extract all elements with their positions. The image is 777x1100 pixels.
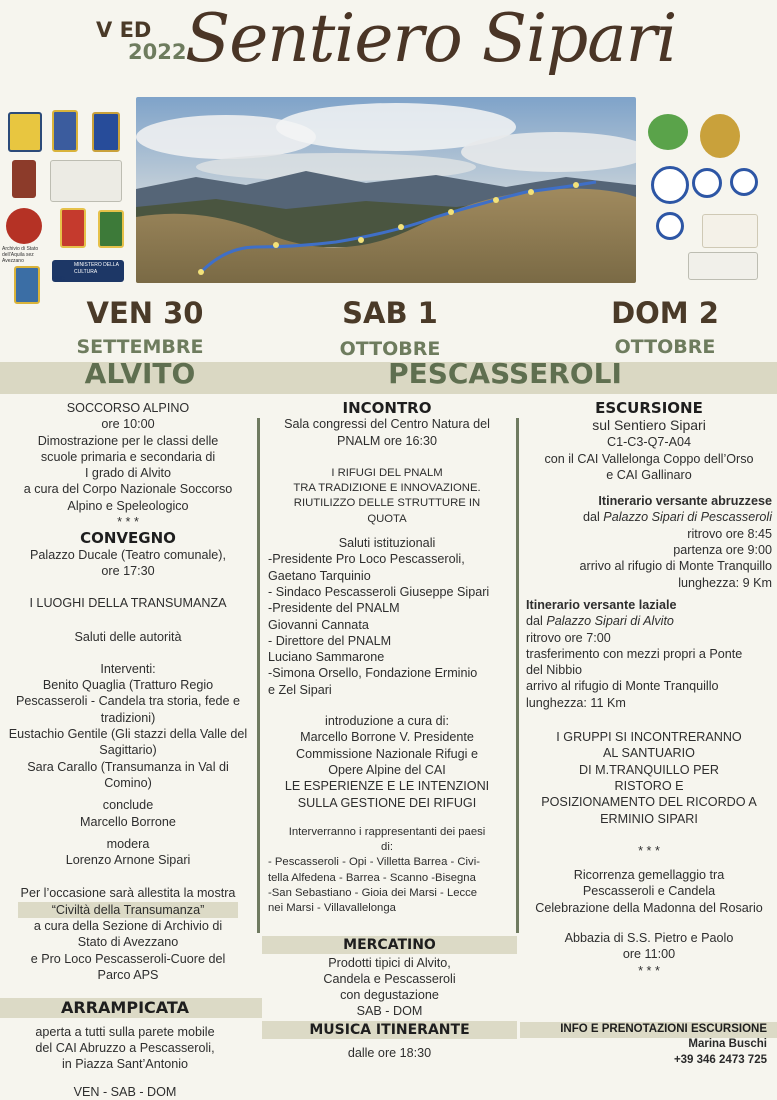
text-line: Prodotti tipici di Alvito, [328, 956, 451, 970]
crest-icon [14, 266, 40, 304]
text-line: Palazzo Ducale (Teatro comunale), [30, 547, 226, 562]
text-line: ERMINIO SIPARI [600, 811, 698, 826]
text-line: Benito Quaglia (Tratturo Regio [42, 678, 214, 693]
text-line: Commissione Nazionale Rifugi e [296, 746, 478, 761]
text-line: arrivo al rifugio di Monte Tranquillo [579, 559, 772, 574]
text-line: Comino) [104, 775, 152, 790]
text-line: ritrovo ore 7:00 [526, 630, 611, 645]
column-incontro [262, 400, 512, 917]
text-line: Saluti delle autorità [74, 629, 182, 644]
text-line: C1-C3-Q7-A04 [607, 435, 691, 450]
text-line: Pescasseroli e Candela [582, 884, 716, 899]
text-line: e CAI Gallinaro [606, 467, 692, 482]
month-1: SETTEMBRE [76, 336, 204, 358]
incontro-heading: INCONTRO [342, 399, 432, 417]
column-divider [516, 418, 519, 933]
ministry-label: MINISTERO DELLA CULTURA [74, 262, 119, 275]
text-line: I GRUPPI SI INCONTRERANNO [556, 730, 742, 745]
day-2: SAB 1 [342, 296, 438, 330]
musica-heading: MUSICA ITINERANTE [309, 1022, 470, 1038]
edition-label: V ED [96, 18, 152, 42]
column-alvito [2, 400, 254, 983]
cai-logo [730, 168, 758, 196]
text-line: Dimostrazione per le classi delle [37, 433, 219, 448]
day-3: DOM 2 [611, 296, 719, 330]
text-line: Parco APS [97, 967, 159, 982]
text-line: trasferimento con mezzi propri a Ponte [526, 646, 743, 661]
text-line: ritrovo ore 8:45 [687, 526, 772, 541]
separator: * * * [638, 963, 660, 978]
text-line: ore 10:00 [101, 417, 155, 432]
text-line: Alpino e Speleologico [67, 498, 189, 513]
musica-time: dalle ore 18:30 [347, 1046, 432, 1060]
text-line: e Zel Sipari [268, 682, 332, 697]
itinerary-heading: Itinerario versante abruzzese [598, 494, 772, 509]
crest-icon [700, 114, 740, 158]
arrampicata-heading: ARRAMPICATA [61, 998, 189, 1017]
separator: * * * [117, 515, 139, 530]
text-line: modera [106, 836, 150, 851]
text-line: Abbazia di S.S. Pietro e Paolo [564, 931, 734, 946]
mercatino-heading: MERCATINO [343, 937, 436, 953]
cai-logo [656, 212, 684, 240]
month-2: OTTOBRE [339, 338, 441, 360]
cai-logo [651, 166, 689, 204]
eagle-icon [6, 208, 42, 244]
palace-sketch [688, 252, 758, 280]
month-3: OTTOBRE [614, 336, 716, 358]
text-line: PNALM ore 16:30 [336, 433, 438, 448]
text-line [526, 613, 772, 629]
text-line: lunghezza: 9 Km [678, 575, 772, 590]
text-line: tradizioni) [100, 710, 156, 725]
text-line: Interverranno i rappresentanti dei paesi [288, 825, 486, 838]
text-line: -San Sebastiano - Gioia dei Marsi - Lecce [268, 887, 478, 900]
crest-icon [92, 112, 120, 152]
crest-icon [98, 210, 124, 248]
archive-label: Archivio di Stato dell'Aquila sez Avezzano [2, 246, 39, 264]
text-line: a cura del Corpo Nazionale Soccorso [23, 482, 233, 497]
text-line: a cura della Sezione di Archivio di [33, 919, 223, 934]
text-line: QUOTA [367, 512, 407, 525]
column-divider [257, 418, 260, 933]
arrampicata-details [0, 1024, 250, 1100]
text-line: nei Marsi - Villavallelonga [268, 902, 396, 915]
place-pescasseroli: PESCASSEROLI [388, 357, 622, 390]
text-line: in Piazza Sant’Antonio [61, 1057, 189, 1071]
separator: * * * [638, 843, 660, 858]
text-line: dal [526, 614, 543, 629]
text-line: - Direttore del PNALM [268, 633, 392, 648]
text-line: “Civiltà della Transumanza” [18, 902, 238, 918]
mercatino-details [262, 955, 517, 1019]
text-line: I grado di Alvito [84, 466, 172, 481]
text-line: SULLA GESTIONE DEI RIFUGI [297, 795, 477, 810]
text-line: Eustachio Gentile (Gli stazzi della Valle del [8, 727, 248, 742]
text-line: del Nibbio [526, 663, 583, 678]
building-icon [50, 160, 122, 202]
text-line: Palazzo Sipari di Pescasseroli [603, 510, 772, 525]
info-heading: INFO E PRENOTAZIONI ESCURSIONE [560, 1023, 767, 1035]
text-line: SOCCORSO ALPINO [66, 401, 190, 415]
text-line: aperta a tutti sulla parete mobile [35, 1025, 215, 1039]
text-line [526, 509, 772, 525]
mountain-landscape-image [136, 97, 636, 283]
text-line: introduzione a cura di: [325, 714, 449, 729]
text-line: Gaetano Tarquinio [268, 568, 371, 583]
text-line: e Pro Loco Pescasseroli-Cuore del [30, 951, 226, 966]
text-line: Interventi: [100, 661, 156, 676]
text-line: AL SANTUARIO [603, 746, 695, 761]
text-line: conclude [102, 798, 154, 813]
convegno-heading: CONVEGNO [80, 529, 176, 548]
text-line: VEN - SAB - DOM [73, 1085, 177, 1099]
text-line: ore 11:00 [622, 947, 676, 962]
day-1: VEN 30 [86, 296, 204, 330]
text-line: arrivo al rifugio di Monte Tranquillo [526, 679, 719, 694]
edition-year: 2022 [128, 40, 187, 64]
text-line: -Simona Orsello, Fondazione Erminio [268, 666, 478, 681]
text-line: Sagittario) [99, 743, 157, 758]
poster-title: Sentiero Sipari [185, 0, 677, 77]
text-line: tella Alfedena - Barrea - Scanno -Bisegna [268, 871, 476, 884]
text-line: I RIFUGI DEL PNALM [331, 466, 443, 479]
text-line: Ricorrenza gemellaggio tra [573, 868, 725, 883]
text-line: Lorenzo Arnone Sipari [65, 853, 191, 868]
column-escursione [526, 400, 772, 979]
text-line: RIUTILIZZO DELLE STRUTTURE IN [293, 497, 481, 510]
text-line: Stato di Avezzano [77, 935, 179, 950]
text-line: sul Sentiero Sipari [592, 417, 706, 434]
text-line: - Pescasseroli - Opi - Villetta Barrea - Civi- [268, 856, 480, 869]
escursione-heading: ESCURSIONE [595, 399, 703, 417]
text-line: Celebrazione della Madonna del Rosario [535, 900, 763, 915]
text-line: partenza ore 9:00 [673, 543, 772, 558]
text-line: Marcello Borrone [80, 814, 176, 829]
info-phone: +39 346 2473 725 [673, 1054, 767, 1066]
saint-icon [12, 160, 36, 198]
itinerary-heading: Itinerario versante laziale [526, 597, 677, 612]
text-line: Luciano Sammarone [268, 650, 385, 665]
parco-logo [8, 112, 42, 152]
text-line: Pescasseroli - Candela tra storia, fede e [15, 694, 240, 709]
mic-label: MiC [52, 276, 65, 283]
text-line: Marcello Borrone V. Presidente [300, 730, 474, 745]
cai-logo [692, 168, 722, 198]
tree-logo [648, 114, 688, 150]
text-line: Opere Alpine del CAI [328, 762, 446, 777]
text-line: di: [381, 841, 393, 854]
text-line: con il CAI Vallelonga Coppo dell’Orso [544, 451, 754, 466]
text-line: RISTORO E [614, 778, 684, 793]
text-line: Saluti istituzionali [338, 536, 436, 551]
crest-icon [52, 110, 78, 152]
text-line: Sara Carallo (Transumanza in Val di [27, 759, 229, 774]
text-line: del CAI Abruzzo a Pescasseroli, [35, 1041, 215, 1055]
place-alvito: ALVITO [84, 357, 196, 390]
crest-icon [60, 208, 86, 248]
text-line: - Sindaco Pescasseroli Giuseppe Sipari [268, 584, 490, 599]
text-line: TRA TRADIZIONE E INNOVAZIONE. [293, 482, 481, 495]
text-line: I LUOGHI DELLA TRANSUMANZA [29, 596, 227, 611]
text-line: -Presidente Pro Loco Pescasseroli, [268, 552, 465, 567]
text-line: con degustazione [340, 988, 439, 1002]
info-name: Marina Buschi [688, 1038, 767, 1050]
text-line: LE ESPERIENZE E LE INTENZIONI [284, 779, 490, 794]
horse-logo [702, 214, 758, 248]
text-line: dal [582, 510, 600, 525]
text-line: POSIZIONAMENTO DEL RICORDO A [541, 795, 757, 810]
text-line: lunghezza: 11 Km [526, 695, 626, 710]
text-line: SAB - DOM [356, 1004, 423, 1018]
text-line: Palazzo Sipari di Alvito [546, 614, 674, 629]
text-line: Candela e Pescasseroli [323, 972, 456, 986]
text-line: scuole primaria e secondaria di [40, 449, 216, 464]
text-line: ore 17:30 [101, 563, 155, 578]
text-line: DI M.TRANQUILLO PER [579, 762, 719, 777]
text-line: Giovanni Cannata [268, 617, 369, 632]
text-line: Per l’occasione sarà allestita la mostra [20, 886, 236, 901]
text-line: -Presidente del PNALM [268, 601, 400, 616]
text-line: Sala congressi del Centro Natura del [284, 417, 490, 432]
